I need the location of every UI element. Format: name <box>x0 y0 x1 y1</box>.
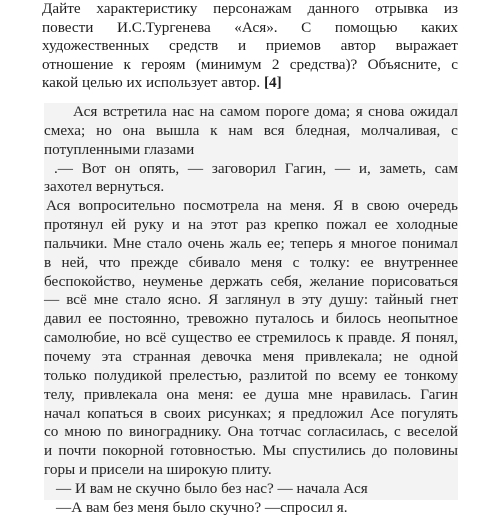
word: беспокойство, <box>44 272 136 290</box>
word: и <box>44 442 53 460</box>
word: на <box>266 197 282 215</box>
word: эта <box>101 347 122 365</box>
word: Она <box>227 423 254 441</box>
word: к <box>210 121 218 139</box>
excerpt-line <box>44 197 458 216</box>
word: стало <box>125 291 161 309</box>
excerpt-line <box>44 254 458 273</box>
word: существо <box>171 329 233 347</box>
word: Вот <box>81 159 106 177</box>
word: Я <box>208 291 219 309</box>
word: Гагин, <box>284 159 327 177</box>
word: Мы <box>262 442 287 460</box>
excerpt-line-text: захотел вернуться. <box>44 178 165 196</box>
excerpt-line <box>44 442 458 461</box>
word: всему <box>338 366 377 384</box>
word: рисунках; <box>207 404 272 422</box>
word: всё <box>145 329 167 347</box>
word: привлекала; <box>304 347 383 365</box>
word: со <box>44 423 59 441</box>
word: винограднику. <box>128 423 222 441</box>
word: меня: <box>197 385 234 403</box>
word: я <box>278 404 286 422</box>
word: держать <box>210 272 263 290</box>
excerpt-line <box>44 122 458 141</box>
word: меня. <box>289 197 326 215</box>
word: с <box>451 121 458 139</box>
word: желание <box>309 272 365 290</box>
word: полудикой <box>94 366 162 384</box>
word: начал <box>44 404 81 422</box>
word: художественных <box>42 37 150 55</box>
word: самом <box>219 103 261 120</box>
word: только <box>44 366 87 384</box>
word: свою <box>366 197 400 215</box>
word: к <box>335 329 344 347</box>
word: пожал <box>326 216 367 234</box>
excerpt-block <box>44 103 458 516</box>
word: молчаливая, <box>361 121 441 139</box>
word: ей <box>111 216 127 234</box>
excerpt-line <box>44 423 458 442</box>
word: мне <box>93 291 119 309</box>
word: ее <box>242 385 257 403</box>
word: телу, <box>44 385 75 403</box>
word: тревожно <box>186 310 249 328</box>
word: холодные <box>395 216 458 234</box>
task-line <box>42 74 458 93</box>
excerpt-line <box>44 160 458 179</box>
word: но <box>125 329 141 347</box>
word: на <box>187 216 203 234</box>
excerpt-line <box>44 178 458 197</box>
word: неуменье <box>142 272 203 290</box>
word: в <box>149 404 158 422</box>
word: ее <box>237 329 251 347</box>
word: по <box>315 366 331 384</box>
word: понимал <box>401 234 458 252</box>
excerpt-line-text: горы и присели на широкую плиту. <box>44 461 272 479</box>
word: раз <box>245 216 267 234</box>
word: неопытное <box>387 310 458 328</box>
word: и <box>237 37 247 55</box>
word: нам <box>228 121 253 139</box>
word: порисоваться <box>371 272 458 290</box>
word: дома; <box>314 103 351 120</box>
word: постоянно, <box>108 310 180 328</box>
word: стремилось <box>255 329 331 347</box>
word: ее <box>374 216 388 234</box>
word: понял, <box>415 329 458 347</box>
word: персонажам <box>213 0 292 17</box>
word: — <box>187 159 204 177</box>
word: странная <box>132 347 191 365</box>
word: Я <box>400 329 411 347</box>
word: Дайте <box>42 0 81 17</box>
excerpt-line <box>44 348 458 367</box>
excerpt-line <box>44 310 458 329</box>
word: стало <box>146 234 183 252</box>
word: опять, <box>139 159 180 177</box>
word: одной <box>419 347 458 365</box>
word: (минимум <box>195 55 262 73</box>
word: разлитой <box>249 366 308 384</box>
word: себя, <box>270 272 303 290</box>
word: «Ася». <box>234 18 278 36</box>
excerpt-line <box>44 461 458 480</box>
word: вся <box>263 121 285 139</box>
word: с <box>451 55 458 73</box>
word: сбивало <box>188 253 241 271</box>
word: она <box>166 385 189 403</box>
word: отношение <box>42 55 114 73</box>
word: протянул <box>44 216 104 234</box>
task-question <box>42 0 458 93</box>
word: к <box>123 55 131 73</box>
excerpt-line <box>44 386 458 405</box>
word: самолюбие, <box>44 329 120 347</box>
word: 2 <box>271 55 280 73</box>
word: многое <box>350 234 397 252</box>
word: нас <box>172 103 194 120</box>
word: нравилась. <box>341 385 412 403</box>
word: ее <box>383 366 398 384</box>
task-line <box>42 19 458 38</box>
word: меня <box>262 347 295 365</box>
word: она <box>122 121 146 139</box>
word: жаль <box>229 234 262 252</box>
word: крепко <box>274 216 319 234</box>
word: теперь <box>290 234 333 252</box>
word: помощью <box>334 18 398 36</box>
word: .— <box>54 159 73 177</box>
excerpt-line <box>44 216 458 235</box>
word: не <box>393 347 409 365</box>
task-line <box>42 0 458 19</box>
word: до <box>372 442 388 460</box>
excerpt-line <box>44 235 458 254</box>
word: и <box>320 310 329 328</box>
excerpt-line-text: потупленными глазами <box>44 140 195 158</box>
word: тайный <box>375 291 424 309</box>
word: — <box>44 291 60 309</box>
word: почти <box>58 442 97 460</box>
excerpt-line-text: — И вам не скучно было без нас? — начала Ася <box>56 479 368 497</box>
word: смеха; <box>44 121 86 139</box>
word: бледная, <box>295 121 351 139</box>
word: прежде <box>130 253 179 271</box>
word: мною <box>64 423 102 441</box>
word: выражает <box>395 37 458 55</box>
word: девочка <box>201 347 252 365</box>
word: ее <box>88 310 102 328</box>
word: Объясните, <box>367 55 441 73</box>
word: душа <box>265 385 300 403</box>
excerpt-line <box>44 329 458 348</box>
word: вопросительно <box>78 197 176 215</box>
word: готовностью. <box>170 442 257 460</box>
word: в <box>287 291 295 309</box>
word: всё <box>66 291 87 309</box>
word: Ася <box>73 103 98 120</box>
word: спустились <box>292 442 366 460</box>
word: и, <box>358 159 371 177</box>
word: этот <box>210 216 238 234</box>
word: толку: <box>309 253 350 271</box>
word: средств <box>169 37 219 55</box>
word: заметь, <box>379 159 426 177</box>
word: почему <box>44 347 91 365</box>
word: приемов <box>265 37 321 55</box>
word: заговорил <box>211 159 276 177</box>
word: по <box>107 423 123 441</box>
word: ней, <box>61 253 89 271</box>
word: из <box>443 0 458 17</box>
word: героям <box>141 55 186 73</box>
word: я <box>355 103 363 120</box>
excerpt-text <box>44 103 458 518</box>
excerpt-line <box>44 367 458 386</box>
word: в <box>44 253 52 271</box>
word: снова <box>368 103 405 120</box>
excerpt-line <box>44 480 458 499</box>
word: вышла <box>155 121 200 139</box>
word: заглянул <box>225 291 281 309</box>
word: руку <box>134 216 164 234</box>
word: Гагин <box>420 385 458 403</box>
word: данного <box>307 0 360 17</box>
word: половины <box>393 442 458 460</box>
word: правде. <box>348 329 396 347</box>
excerpt-line <box>44 273 458 292</box>
excerpt-line <box>44 141 458 160</box>
word: тотчас <box>259 423 302 441</box>
word: гнет <box>430 291 458 309</box>
word: ясно. <box>167 291 202 309</box>
word: я <box>338 234 346 252</box>
word: характеристику <box>96 0 198 17</box>
word: пороге <box>265 103 310 120</box>
word: эту <box>301 291 323 309</box>
word: билось <box>335 310 381 328</box>
word: С <box>301 18 312 36</box>
word: автор <box>340 37 376 55</box>
word: ожидал <box>409 103 458 120</box>
word: пальчики. <box>44 234 108 252</box>
word: ее <box>360 253 374 271</box>
excerpt-line <box>44 405 458 424</box>
word: душу: <box>329 291 369 309</box>
word: ее; <box>267 234 285 252</box>
excerpt-line-text: —А вам без меня было скучно? —спросил я. <box>56 498 348 516</box>
word: давил <box>44 310 82 328</box>
word: покорной <box>102 442 164 460</box>
word: каких <box>420 18 458 36</box>
word: внутреннее <box>384 253 458 271</box>
word: прелестью, <box>169 366 242 384</box>
word: в <box>351 197 359 215</box>
excerpt-line <box>44 103 458 122</box>
word: что <box>98 253 121 271</box>
word: очень <box>187 234 225 252</box>
word: отрывка <box>374 0 429 17</box>
word: предложил <box>292 404 364 422</box>
word: Ася <box>46 197 71 215</box>
word: Я <box>333 197 344 215</box>
word: копаться <box>87 404 144 422</box>
word: он <box>114 159 131 177</box>
word: — <box>334 159 351 177</box>
word: и <box>171 216 180 234</box>
word: путалось <box>255 310 314 328</box>
word: встретила <box>102 103 167 120</box>
word: Мне <box>112 234 142 252</box>
word: мне <box>308 385 333 403</box>
word: с <box>292 253 300 271</box>
task-line <box>42 56 458 75</box>
task-points: [4] <box>263 74 282 92</box>
excerpt-line <box>44 499 458 518</box>
word: И.С.Тургенева <box>116 18 211 36</box>
word: тонкому <box>404 366 458 384</box>
word: сам <box>434 159 458 177</box>
word: веселой <box>406 423 458 441</box>
word: но <box>96 121 112 139</box>
task-line-text: какой целью их использует автор. <box>42 74 261 92</box>
word: Асе <box>369 404 395 422</box>
word: погулять <box>400 404 458 422</box>
word: посмотрела <box>183 197 259 215</box>
task-line <box>42 37 458 56</box>
word: с <box>394 423 401 441</box>
word: средства)? <box>289 55 358 73</box>
word: очередь <box>407 197 458 215</box>
word: меня <box>250 253 283 271</box>
word: повести <box>42 18 94 36</box>
word: на <box>199 103 215 120</box>
excerpt-line <box>44 291 458 310</box>
word: согласилась, <box>307 423 388 441</box>
word: своих <box>163 404 202 422</box>
word: привлекала <box>83 385 158 403</box>
